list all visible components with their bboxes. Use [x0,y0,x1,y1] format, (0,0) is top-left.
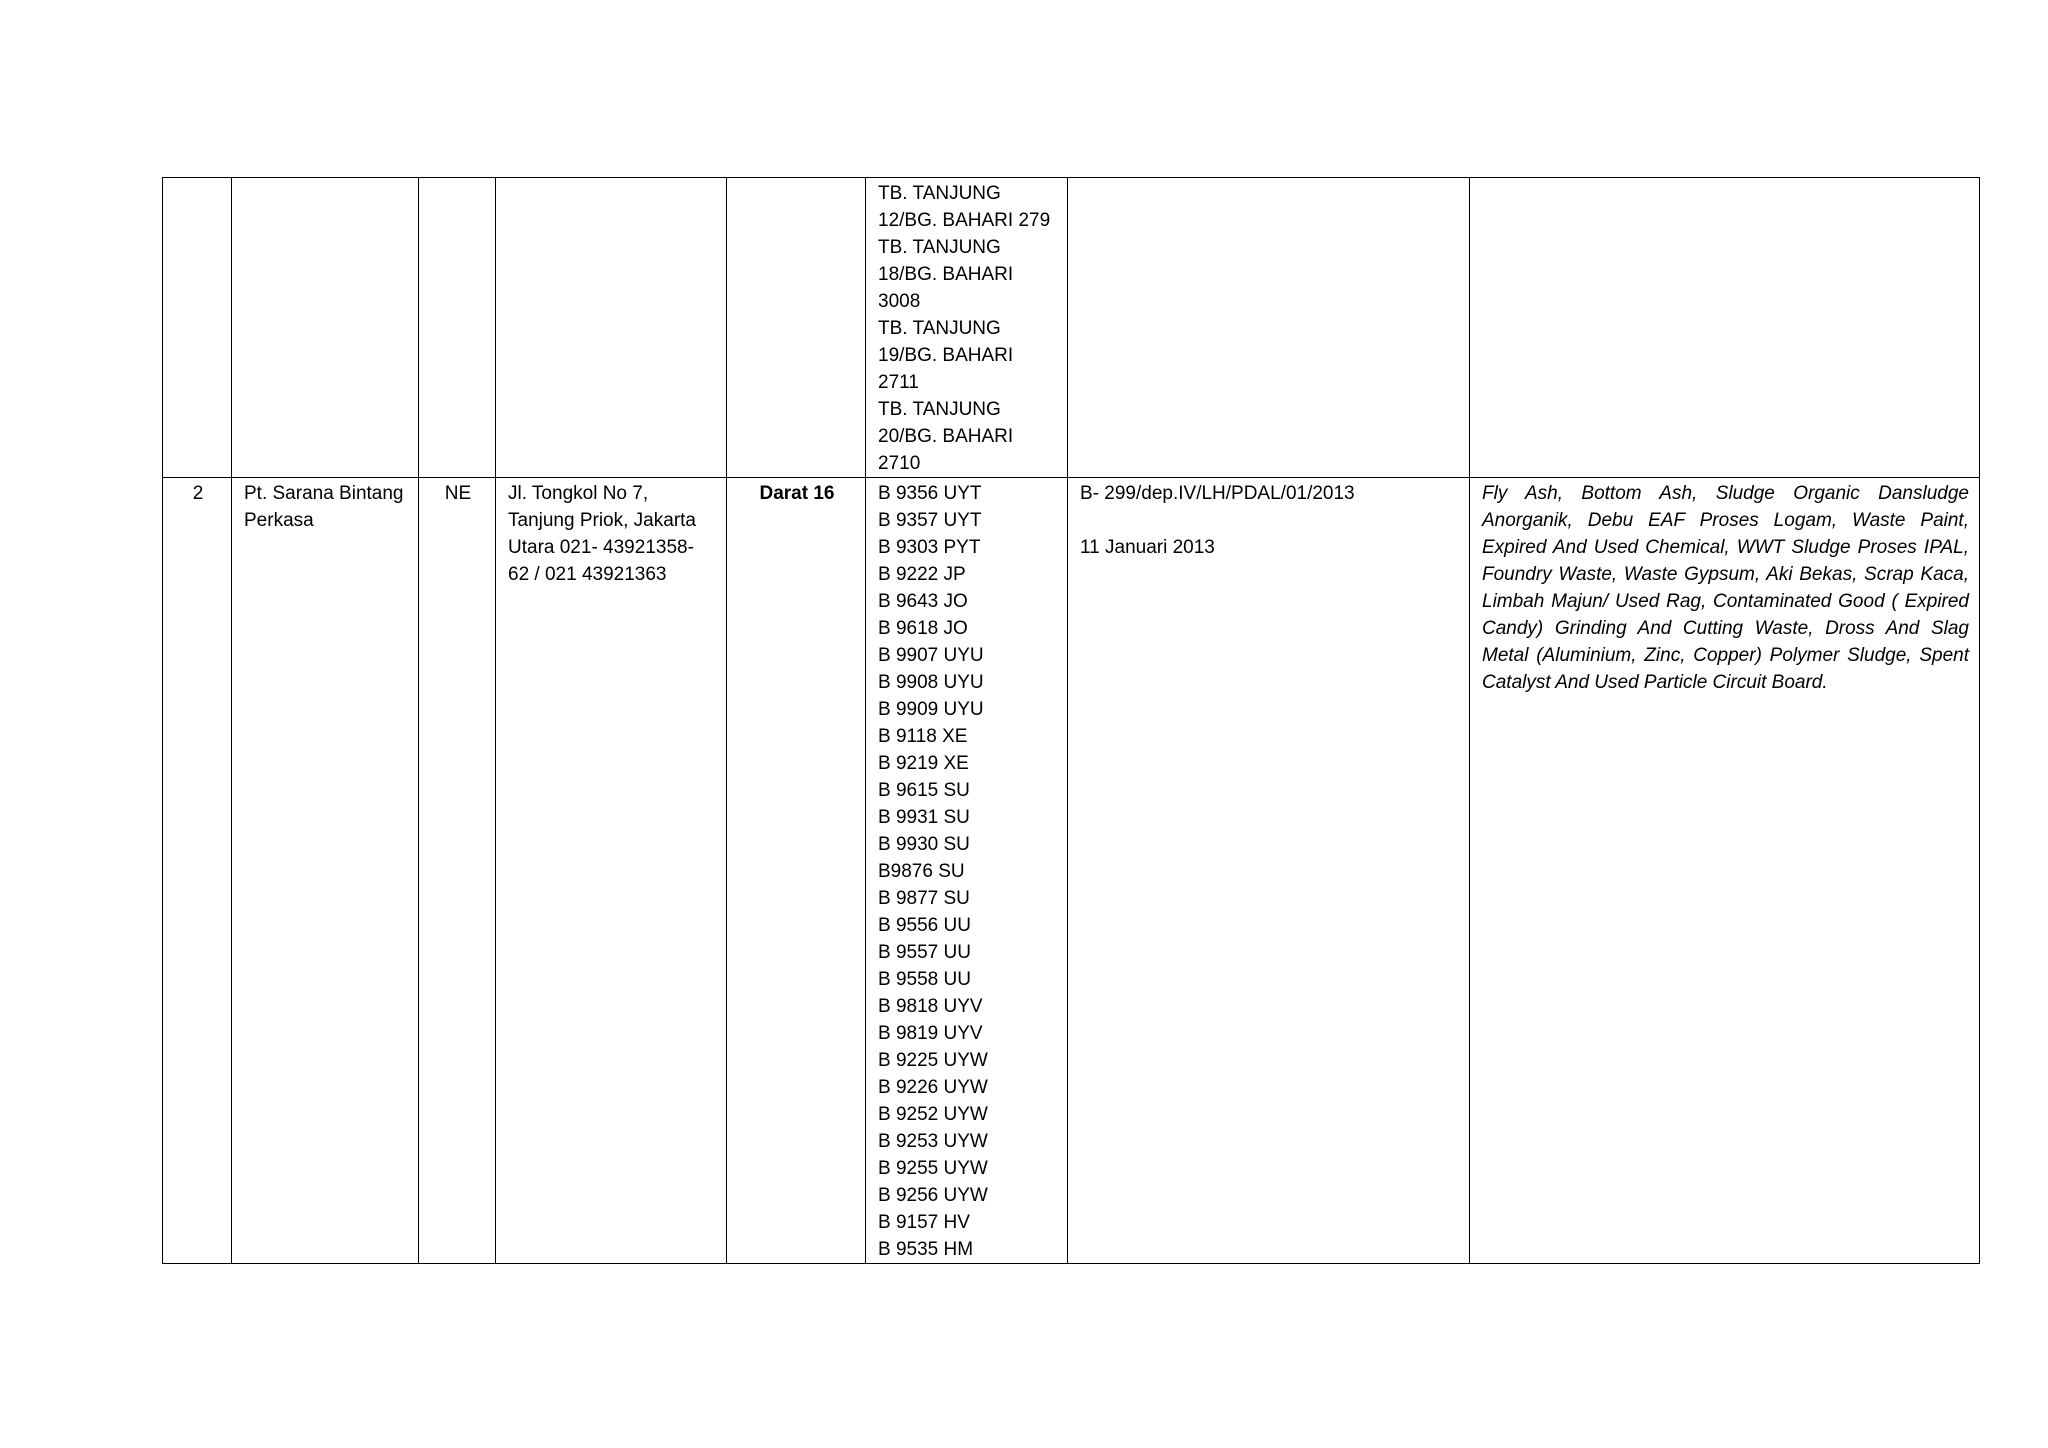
permit-spacer [1080,507,1459,534]
vehicle-plate: B 9618 JO [878,618,968,639]
vehicle-plate: B 9930 SU [878,834,970,855]
vehicle-plate: B 9357 UYT [878,510,982,531]
company-address-text: Jl. Tongkol No 7, Tanjung Priok, Jakarta Utara 021- 43921358- 62 / 021 43921363 [508,483,696,585]
vehicle-line: 2710 [878,453,921,474]
cell-waste-types [1470,478,1980,1264]
vehicle-plate: B 9558 UU [878,969,971,990]
vehicle-line: 18/BG. BAHARI [878,264,1014,285]
vehicle-plate: B 9643 JO [878,591,968,612]
vehicle-plate: B 9118 XE [878,726,968,747]
row-number: 2 [163,478,232,1264]
vehicle-line: 19/BG. BAHARI [878,345,1014,366]
cell-waste-empty [1470,178,1980,478]
vehicle-plate: B 9931 SU [878,807,970,828]
cell-no-empty [163,178,232,478]
vehicle-plate: B 9253 UYW [878,1131,988,1152]
vehicle-plate: B 9908 UYU [878,672,984,693]
transport-mode: Darat 16 [727,478,866,1264]
vehicle-plate: B 9219 XE [878,753,969,774]
vehicle-plate: B 9907 UYU [878,645,984,666]
vehicle-line: 12/BG. BAHARI 279 [878,210,1051,231]
vehicle-line: TB. TANJUNG [878,237,1001,258]
vehicle-plate: B 9615 SU [878,780,970,801]
transporter-table [162,177,1980,1264]
vehicle-line: TB. TANJUNG [878,183,1001,204]
vehicle-plate: B 9356 UYT [878,483,982,504]
table-row-2 [163,478,1980,1264]
vehicle-line: 2711 [878,372,919,393]
vehicle-plate: B 9256 UYW [878,1185,988,1206]
cell-mode-empty [727,178,866,478]
permit-number: B- 299/dep.IV/LH/PDAL/01/2013 [1080,483,1355,504]
cell-vehicles [866,478,1068,1264]
vehicle-plate: B 9556 UU [878,915,971,936]
cell-company-empty [232,178,419,478]
company-name [232,478,419,1264]
cell-permit [1068,478,1470,1264]
company-address [496,478,727,1264]
vehicle-plate: B 9225 UYW [878,1050,988,1071]
vehicle-plate: B 9535 HM [878,1239,974,1260]
cell-address-empty [496,178,727,478]
vehicle-plate: B 9157 HV [878,1212,970,1233]
company-name-text: Pt. Sarana Bintang Perkasa [244,483,404,531]
vehicle-plate: B 9557 UU [878,942,971,963]
vehicle-line: 20/BG. BAHARI [878,426,1014,447]
vehicle-plate: B9876 SU [878,861,965,882]
vehicle-plate: B 9255 UYW [878,1158,988,1179]
company-code: NE [419,478,496,1264]
vehicle-plate: B 9819 UYV [878,1023,983,1044]
vehicle-line: 3008 [878,291,921,312]
vehicle-plate: B 9909 UYU [878,699,984,720]
vehicle-plate: B 9303 PYT [878,537,981,558]
waste-types-text: Fly Ash, Bottom Ash, Sludge Organic Dansludge Anorganik, Debu EAF Proses Logam, Waste Paint, Expired And Used Chemical, WWT Sludge Proses IPAL, Foundry Waste, Waste Gypsum, Aki Bekas, Scrap Kaca, Limbah Majun/ Used Rag, Contaminated Good ( Expired Candy) Grinding And Cutting Waste, Dross And Slag Metal (Aluminium, Zinc, Copper) Polymer Sludge, Spent Catalyst And Used Particle Circuit Board. [1482,483,1969,693]
permit-date: 11 Januari 2013 [1080,537,1215,558]
cell-code-empty [419,178,496,478]
table-row-continuation [163,178,1980,478]
cell-permit-empty [1068,178,1470,478]
vehicle-line: TB. TANJUNG [878,318,1001,339]
vehicle-plate: B 9877 SU [878,888,970,909]
vehicle-plate: B 9252 UYW [878,1104,988,1125]
vehicle-plate: B 9226 UYW [878,1077,988,1098]
vehicle-plate: B 9818 UYV [878,996,983,1017]
vehicle-plate: B 9222 JP [878,564,966,585]
vehicle-line: TB. TANJUNG [878,399,1001,420]
cell-vehicles-continuation [866,178,1068,478]
